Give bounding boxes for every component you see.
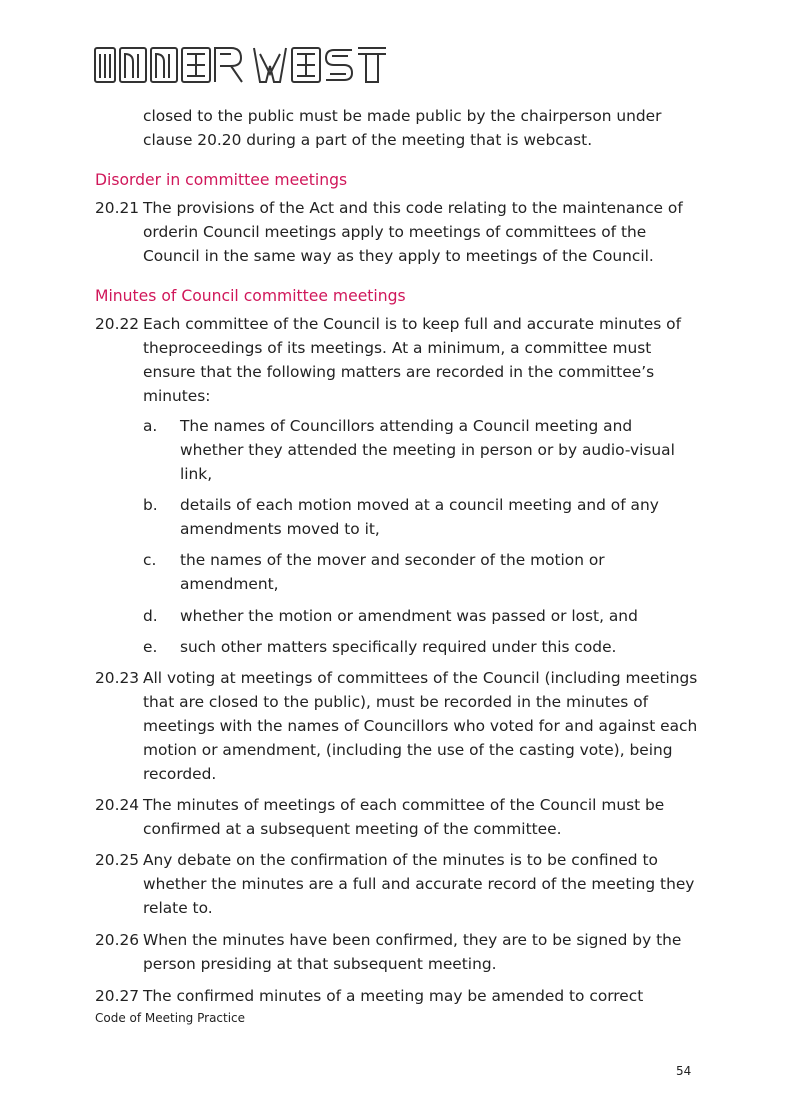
list-item-letter: e. <box>143 638 158 656</box>
clause-text: All voting at meetings of committees of the Council (including meetings that are closed to the public), must be recorded in the minutes of meetings with the names of Councillors who voted for and against each motion or amendment, (including the use of the casting vote), being recorded. <box>143 669 698 783</box>
clause-number: 20.23 <box>95 669 140 687</box>
clause-number: 20.21 <box>95 199 140 217</box>
clause-text: The provisions of the Act and this code relating to the maintenance of orderin Council meetings apply to meetings of committees of the Council in the same way as they apply to meetings of the Council. <box>143 199 683 265</box>
list-item-text: whether the motion or amendment was passed or lost, and <box>180 607 638 625</box>
intro-continuation: closed to the public must be made public by the chairperson under clause 20.20 during a part of the meeting that is webcast. <box>143 107 662 149</box>
list-item-text: such other matters specifically required under this code. <box>180 638 617 656</box>
list-item-letter: d. <box>143 607 158 625</box>
clause-text: Each committee of the Council is to keep full and accurate minutes of theproceedings of its meetings. At a minimum, a committee must ensure that the following matters are recorded in the committee’s minutes: <box>143 315 682 405</box>
clause-text: The minutes of meetings of each committee of the Council must be confirmed at a subsequent meeting of the committee. <box>143 796 665 838</box>
list-item-letter: b. <box>143 496 158 514</box>
clause-number: 20.22 <box>95 315 140 333</box>
clause-text: Any debate on the confirmation of the minutes is to be confined to whether the minutes are a full and accurate record of the meeting they relate to. <box>143 851 695 917</box>
page-number: 54 <box>676 1064 692 1078</box>
section-heading-disorder: Disorder in committee meetings <box>95 171 348 189</box>
clause-number: 20.25 <box>95 851 140 869</box>
clause-number: 20.27 <box>95 987 140 1005</box>
list-item-letter: c. <box>143 551 157 569</box>
footer-title: Code of Meeting Practice <box>95 1011 246 1025</box>
clause-number: 20.26 <box>95 931 140 949</box>
clause-text: The confirmed minutes of a meeting may be amended to correct <box>143 987 644 1005</box>
list-item-text: details of each motion moved at a council meeting and of any amendments moved to it, <box>180 496 659 538</box>
section-heading-minutes: Minutes of Council committee meetings <box>95 287 406 305</box>
list-item-letter: a. <box>143 417 158 435</box>
clause-number: 20.24 <box>95 796 140 814</box>
clause-text: When the minutes have been confirmed, they are to be signed by the person presiding at that subsequent meeting. <box>143 931 682 973</box>
inner-west-logo <box>94 44 390 84</box>
list-item-text: the names of the mover and seconder of the motion or amendment, <box>180 551 605 593</box>
list-item-text: The names of Councillors attending a Council meeting and whether they attended the meeting in person or by audio-visual link, <box>180 417 675 483</box>
